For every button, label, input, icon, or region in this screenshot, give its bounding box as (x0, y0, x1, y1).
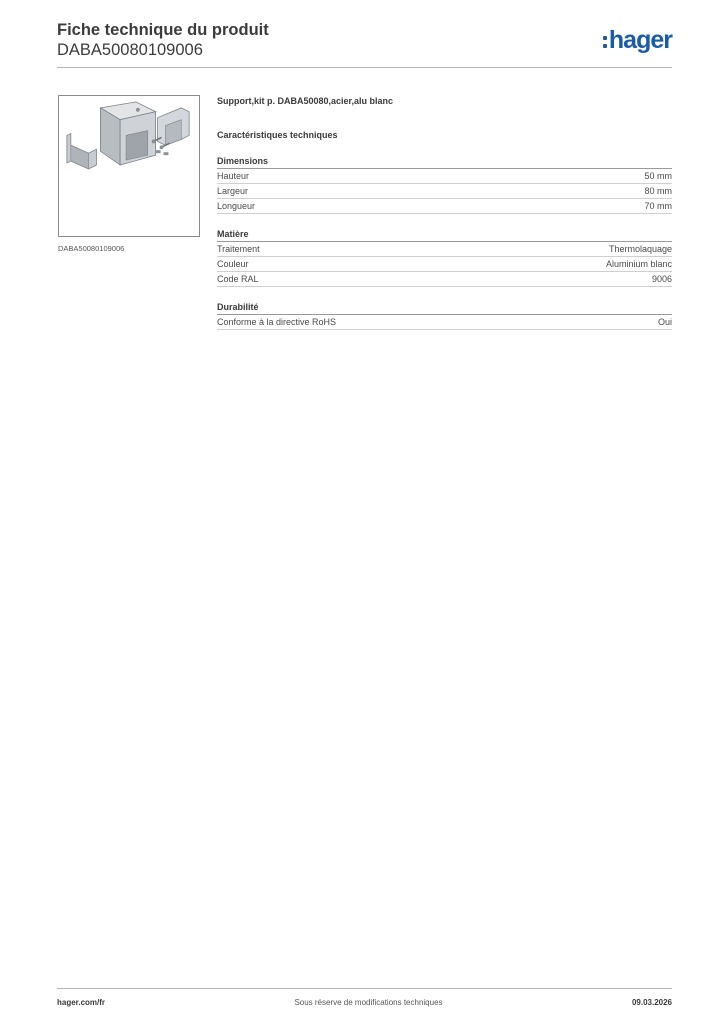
spec-row (217, 184, 672, 199)
spec-value: Thermolaquage (608, 244, 672, 254)
document-header (57, 20, 672, 70)
header-divider (57, 67, 672, 68)
footer-divider (57, 988, 672, 989)
spec-group-title: Matière (217, 228, 672, 242)
spec-label: Largeur (217, 186, 249, 196)
spec-group-durability (217, 301, 672, 330)
hager-logo (603, 26, 672, 54)
support-kit-illustration-icon (59, 96, 199, 236)
spec-group-title: Durabilité (217, 301, 672, 315)
spec-label: Hauteur (217, 171, 250, 181)
spec-group-material (217, 228, 672, 287)
document-title: Fiche technique du produit (57, 21, 269, 39)
spec-row (217, 169, 672, 184)
spec-label: Code RAL (217, 274, 259, 284)
spec-value: Oui (657, 317, 672, 327)
spec-label: Traitement (217, 244, 260, 254)
spec-value: 9006 (651, 274, 672, 284)
spec-row (217, 199, 672, 214)
spec-label: Couleur (217, 259, 249, 269)
spec-group-title: Dimensions (217, 155, 672, 169)
spec-row (217, 272, 672, 287)
spec-label: Conforme à la directive RoHS (217, 317, 337, 327)
spec-content (217, 95, 672, 344)
document-footer (57, 998, 672, 1007)
footer-notice: Sous réserve de modifications techniques (294, 998, 443, 1007)
spec-group-dimensions (217, 155, 672, 214)
image-caption: DABA50080109006 (58, 244, 125, 253)
spec-label: Longueur (217, 201, 256, 211)
product-image (58, 95, 200, 237)
spec-value: 50 mm (644, 171, 672, 181)
spec-value: Aluminium blanc (605, 259, 672, 269)
document-reference: DABA50080109006 (57, 41, 203, 59)
product-name: Support,kit p. DABA50080,acier,alu blanc (217, 96, 394, 106)
footer-date: 09.03.2026 (631, 998, 672, 1007)
spec-value: 70 mm (644, 201, 672, 211)
footer-website-link[interactable]: hager.com/fr (57, 998, 106, 1007)
spec-row (217, 242, 672, 257)
spec-value: 80 mm (644, 186, 672, 196)
logo-text: hager (608, 26, 672, 54)
spec-row (217, 315, 672, 330)
spec-section-title: Caractéristiques techniques (217, 130, 338, 140)
spec-row (217, 257, 672, 272)
logo-dots-icon (603, 36, 607, 48)
